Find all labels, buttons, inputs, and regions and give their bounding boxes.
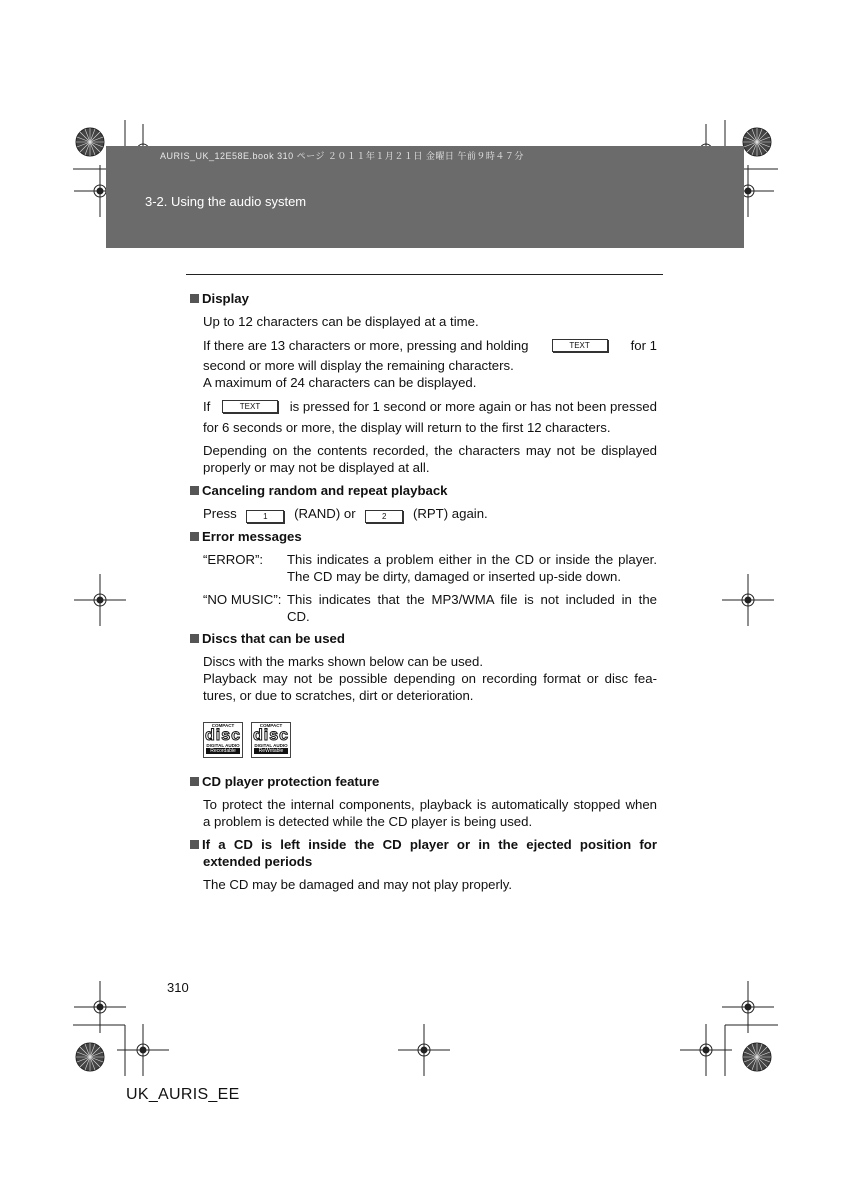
text-button: TEXT — [222, 400, 278, 413]
display-p4-line1: Depending on the contents recorded, the characters may not be displayed — [203, 443, 657, 458]
print-info: AURIS_UK_12E58E.book 310 ページ ２０１１年１月２１日 金曜日 午前９時４７分 — [160, 151, 524, 161]
heading-text: Display — [202, 291, 249, 306]
text: (RPT) again. — [412, 506, 488, 521]
error-desc-line2: CD. — [287, 609, 310, 624]
cd-rewritable-logo — [251, 722, 291, 758]
display-p1: Up to 12 characters can be displayed at a time. — [203, 314, 479, 329]
logo-sub: DIGITAL AUDIO — [254, 743, 288, 748]
display-heading — [190, 290, 249, 307]
square-bullet-icon — [190, 294, 199, 303]
error-code: “NO MUSIC”: — [203, 592, 282, 607]
discs-heading — [190, 630, 345, 647]
logo-bar: Recordable — [206, 748, 240, 754]
logo-top: COMPACT — [211, 723, 235, 728]
heading-text: Error messages — [202, 529, 302, 544]
document-code: UK_AURIS_EE — [126, 1086, 240, 1103]
display-p4-line2: properly or may not be displayed at all. — [203, 460, 430, 475]
logo-sub: DIGITAL AUDIO — [206, 743, 240, 748]
preset-2-button: 2 — [365, 510, 403, 523]
divider — [186, 274, 663, 275]
protection-line1: To protect the internal components, playback is automatically stopped when — [203, 797, 657, 812]
error-desc-line1: This indicates a problem either in the CD or inside the player. — [287, 552, 657, 567]
heading-text: CD player protection feature — [202, 774, 380, 789]
ejected-heading-line2: extended periods — [203, 854, 313, 869]
discs-line2: Playback may not be possible depending on recording format or disc fea- — [203, 671, 657, 686]
cd-recordable-logo — [203, 722, 243, 758]
ejected-heading-line1 — [190, 836, 657, 853]
heading-text: Canceling random and repeat playback — [202, 483, 448, 498]
square-bullet-icon — [190, 777, 199, 786]
error-desc-line2: The CD may be dirty, damaged or inserted up-side down. — [287, 569, 622, 584]
text: is pressed for 1 second or more again or has not been pressed — [289, 399, 657, 414]
errors-heading — [190, 528, 302, 545]
ejected-body: The CD may be damaged and may not play properly. — [203, 877, 513, 892]
logo-big: disc — [204, 727, 241, 744]
logo-big: disc — [252, 727, 289, 744]
section-title: 3-2. Using the audio system — [145, 194, 307, 209]
display-p2-line3: A maximum of 24 characters can be displayed. — [203, 375, 477, 390]
text: If — [203, 399, 211, 414]
display-p3-line1 — [203, 398, 657, 415]
display-p2-line1 — [203, 337, 657, 354]
discs-line1: Discs with the marks shown below can be used. — [203, 654, 483, 669]
protection-line2: a problem is detected while the CD player is being used. — [203, 814, 533, 829]
page-number: 310 — [167, 980, 189, 995]
text: for 1 — [630, 338, 657, 353]
heading-text: If a CD is left inside the CD player or in the ejected position for — [202, 837, 657, 852]
logo-bar: ReWritable — [254, 748, 288, 754]
logo-top: COMPACT — [259, 723, 283, 728]
square-bullet-icon — [190, 532, 199, 541]
text: Press — [203, 506, 237, 521]
error-desc-line1: This indicates that the MP3/WMA file is not included in the — [287, 592, 657, 607]
text: If there are 13 characters or more, pressing and holding — [203, 338, 529, 353]
protection-heading — [190, 773, 379, 790]
heading-text: Discs that can be used — [202, 631, 345, 646]
random-heading — [190, 482, 448, 499]
text-button: TEXT — [552, 339, 608, 352]
discs-line3: tures, or due to scratches, dirt or deterioration. — [203, 688, 474, 703]
preset-1-button: 1 — [246, 510, 284, 523]
random-body — [203, 505, 488, 523]
display-p3-line2: for 6 seconds or more, the display will return to the first 12 characters. — [203, 420, 611, 435]
square-bullet-icon — [190, 840, 199, 849]
square-bullet-icon — [190, 486, 199, 495]
display-p2-line2: second or more will display the remaining characters. — [203, 358, 514, 373]
text: (RAND) or — [294, 506, 356, 521]
error-code: “ERROR”: — [203, 552, 264, 567]
square-bullet-icon — [190, 634, 199, 643]
